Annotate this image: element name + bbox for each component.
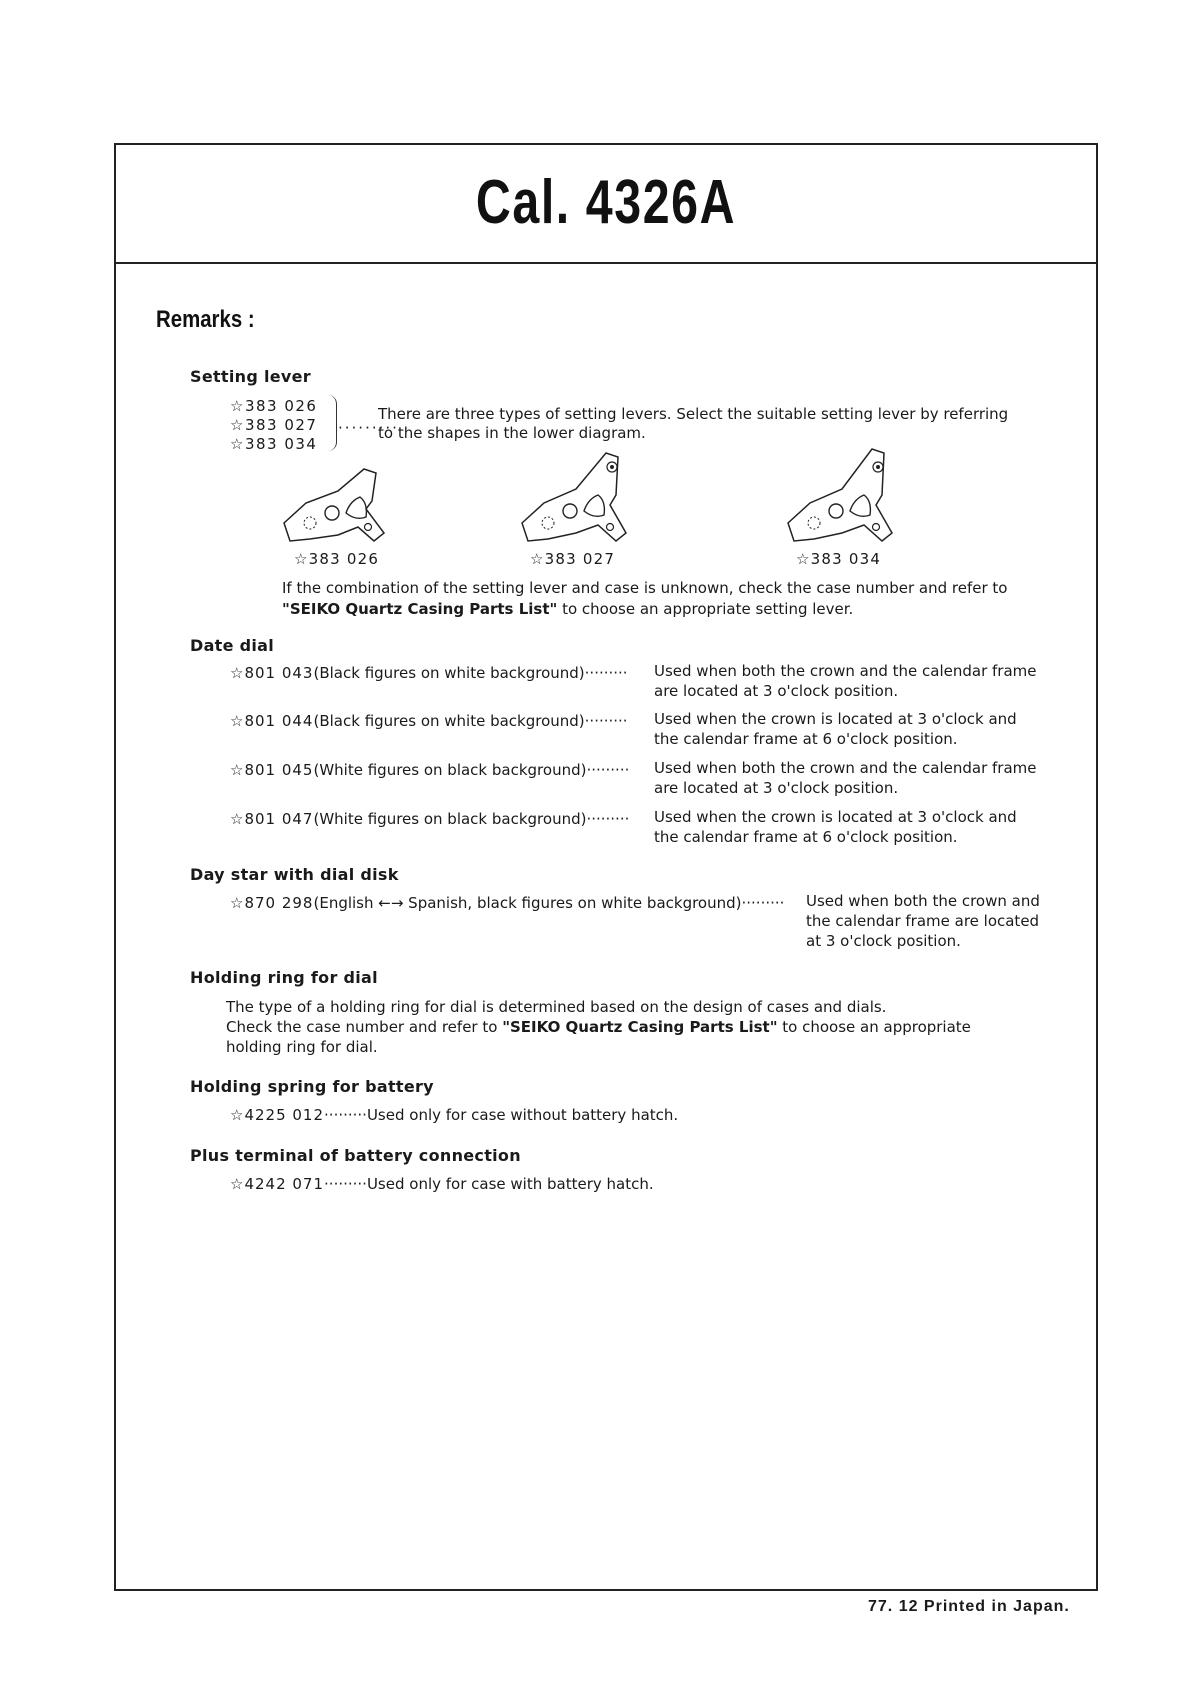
- day-star-use-2: the calendar frame are located: [806, 912, 1040, 930]
- plus-terminal-item: ☆4242 071·········Used only for case with battery hatch.: [230, 1175, 654, 1193]
- day-star-use-3: at 3 o'clock position.: [806, 932, 961, 950]
- holding-ring-line-3: holding ring for dial.: [226, 1038, 378, 1056]
- page-title: Cal. 4326A: [475, 168, 737, 237]
- setting-lever-diagram: [780, 441, 920, 561]
- casing-parts-list-ref: "SEIKO Quartz Casing Parts List": [282, 600, 558, 618]
- header-divider: [116, 262, 1096, 264]
- diagram-label: ☆383 026: [294, 550, 380, 568]
- holding-spring-item: ☆4225 012·········Used only for case without battery hatch.: [230, 1106, 679, 1124]
- lever-id: ☆383 027: [230, 416, 318, 434]
- holding-spring-heading: Holding spring for battery: [190, 1077, 434, 1096]
- leader-dots: ·········: [338, 419, 399, 437]
- setting-lever-diagram: [276, 461, 416, 561]
- lever-id: ☆383 034: [230, 435, 318, 453]
- day-star-heading: Day star with dial disk: [190, 865, 399, 884]
- combination-note-1: If the combination of the setting lever and case is unknown, check the case number and refer to: [282, 579, 1008, 597]
- holding-ring-line-2: Check the case number and refer to "SEIKO Quartz Casing Parts List" to choose an appropriate: [226, 1018, 971, 1036]
- casing-parts-list-ref: "SEIKO Quartz Casing Parts List": [502, 1018, 778, 1036]
- plus-terminal-heading: Plus terminal of battery connection: [190, 1146, 521, 1165]
- print-footer: 77. 12 Printed in Japan.: [868, 1598, 1070, 1615]
- setting-lever-heading: Setting lever: [190, 367, 311, 386]
- setting-lever-note-2: to the shapes in the lower diagram.: [378, 424, 646, 442]
- holding-ring-line-1: The type of a holding ring for dial is determined based on the design of cases and dials.: [226, 998, 887, 1016]
- combination-note-2: "SEIKO Quartz Casing Parts List" to choose an appropriate setting lever.: [282, 600, 854, 618]
- diagram-label: ☆383 027: [530, 550, 616, 568]
- page-frame: Cal. 4326A Remarks : Setting lever ☆383 026 ☆383 027 ☆383 034 ········· There are three types of setting levers. Select the suitable setting lever by referring to the shapes in the lower diagram. ☆383 026 ☆383 027 ☆383 034 If the combination of the setting lever and case is unknown, check the case number and refer to "SEIKO Quartz Casing Parts List" to choose an appropriate setting lever. Date dial ☆801 043(Black figures on white background)········· Used when both the crown and the calendar frame are located at 3 o'clock position. ☆801 044(Black figures on white background)········· Used when the crown is located at 3 o'clock and the calendar frame at 6 o'clock position. ☆801 045(White figures on black background)········· Used when both the crown and the calendar frame are located at 3 o'clock position. ☆801 047(White figures on black background)········· Used when the crown is located at 3 o'clock and the calendar frame at 6 o'clock position. Day star with dial disk ☆870 298(English ←→ Spanish, black figures on white background)········· Used when both the crown and the calendar frame are located at 3 o'clock position. Holding ring for dial The type of a holding ring for dial is determined based on the design of cases and dials. Check the case number and refer to "SEIKO Quartz Casing Parts List" to choose an appropriate holding ring for dial. Holding spring for battery ☆4225 012·········Used only for case without battery hatch. Plus terminal of battery connection ☆4242 071·········Used only for case with battery hatch.: [114, 143, 1098, 1591]
- diagram-label: ☆383 034: [796, 550, 882, 568]
- day-star-use-1: Used when both the crown and: [806, 892, 1040, 910]
- setting-lever-ids: [230, 397, 317, 454]
- setting-lever-diagram: [514, 443, 654, 561]
- setting-lever-note-1: There are three types of setting levers. Select the suitable setting lever by referring: [378, 405, 1009, 423]
- remarks-heading: Remarks :: [156, 306, 255, 333]
- lever-id: ☆383 026: [230, 397, 318, 415]
- holding-ring-heading: Holding ring for dial: [190, 968, 378, 987]
- brace-glyph: [328, 395, 337, 451]
- date-dial-heading: Date dial: [190, 636, 275, 655]
- day-star-item: ☆870 298(English ←→ Spanish, black figures on white background)·········: [230, 894, 785, 912]
